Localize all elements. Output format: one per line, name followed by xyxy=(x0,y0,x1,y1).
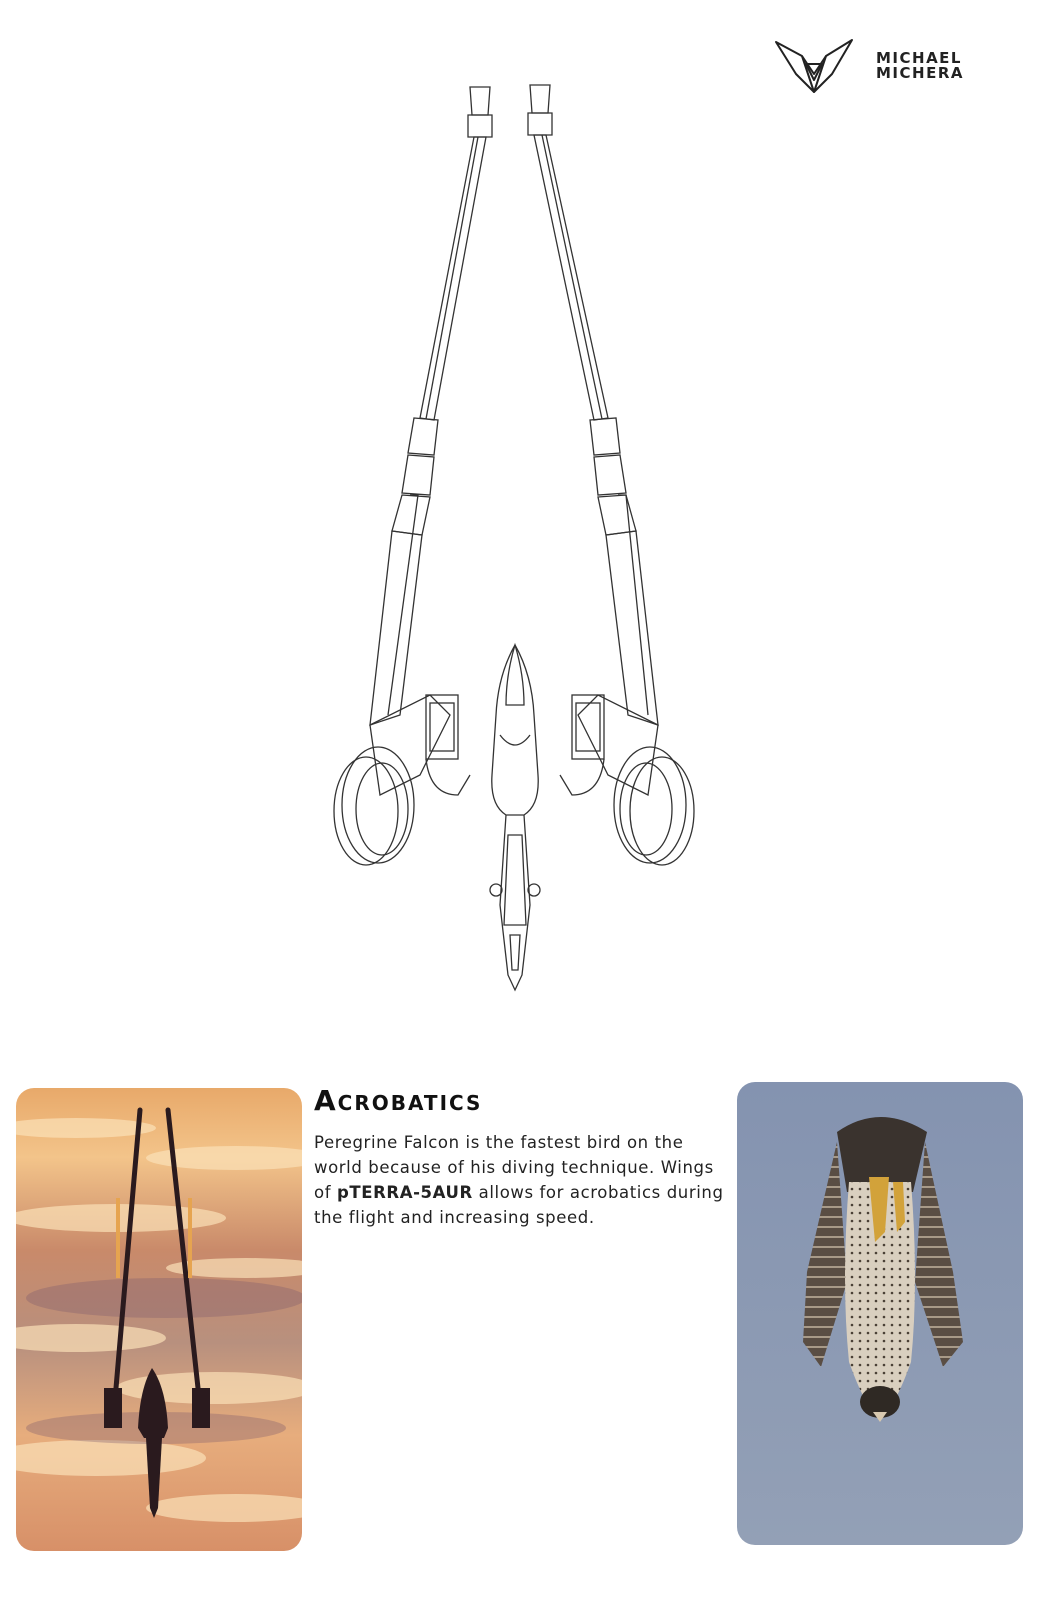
falcon-dive-photo xyxy=(737,1082,1023,1545)
brand-logo xyxy=(772,34,982,96)
brand-name-line1: MICHAEL xyxy=(876,49,962,67)
description-text-start: Peregrine Falcon is the fastest bird on the world because of his diving technique. Wings of xyxy=(314,1133,714,1202)
wing-logo-icon xyxy=(772,34,856,96)
brand-name xyxy=(876,51,964,81)
brand-name-line2: MICHERA xyxy=(876,64,964,82)
description-text-end: allows for acrobatics during the flight and increasing speed. xyxy=(314,1183,724,1227)
aircraft-sunset-photo xyxy=(16,1088,302,1551)
section-heading: Acrobatics xyxy=(314,1084,483,1117)
aircraft-line-drawing xyxy=(330,75,710,995)
description-product-name: pTERRA-5AUR xyxy=(336,1183,473,1202)
section-description xyxy=(314,1130,724,1230)
